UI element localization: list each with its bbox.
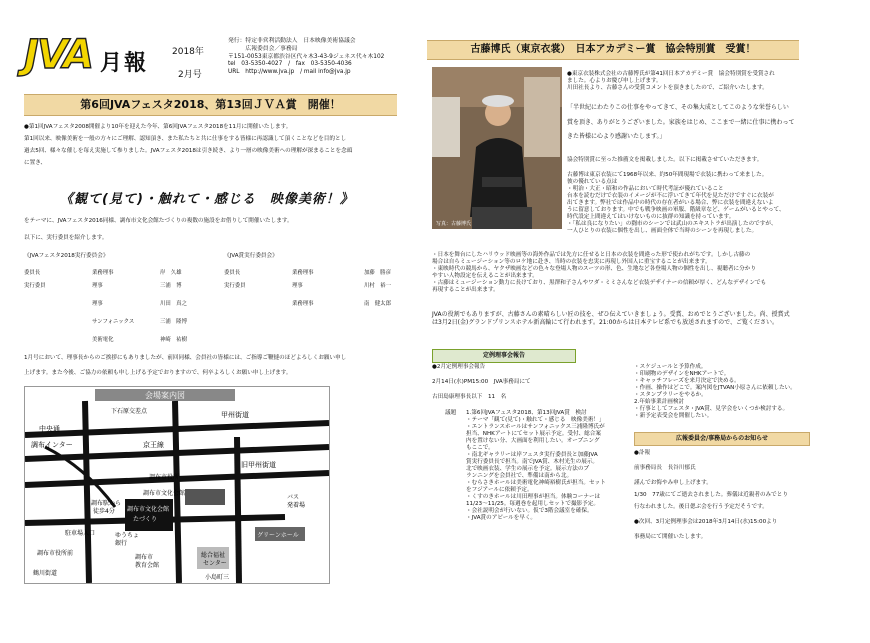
award-photo xyxy=(432,67,562,229)
table-cell: 業務理事 xyxy=(292,301,314,307)
map-label: 調布市役所 xyxy=(149,474,180,481)
table-cell: 委員長 xyxy=(224,270,241,276)
after-line: をテーマに、JVAフェスタ2016同様、調布市文化会館たづくりの複数の施設をお借りして開催いたします。 xyxy=(24,218,293,224)
notice-line: ●訃報 xyxy=(634,450,651,456)
table-cell: 業務理事 xyxy=(292,270,314,276)
publisher-line: 広報委員会／事務局 xyxy=(228,45,298,52)
body-line: 再現することが出来ます。 xyxy=(432,286,499,293)
publisher-url[interactable]: URL http://www.jva.jp / mail info@jva.jp xyxy=(228,69,351,76)
body-line: 時代設定上間違えてはいけないものに抜群の知識を持っています。 xyxy=(567,213,735,220)
map-label: バス xyxy=(287,494,300,501)
meeting-report xyxy=(432,364,531,401)
intro-line: ました。心よりお慶び申し上げます。 xyxy=(567,77,662,84)
col2-line: 2.年始事業計画検討 xyxy=(634,398,685,405)
table-cell xyxy=(24,299,92,317)
table-cell xyxy=(364,335,424,353)
body-line: やすい人物設定を伝えることが出来ます。 xyxy=(432,272,538,279)
map-label: 調布市役所前 xyxy=(37,550,74,557)
intro-line: ●東京衣装株式会社の古藤博氏が第41回日本アカデミー賞 協会特別賞を受賞され xyxy=(567,71,775,77)
map-label: 鶴川街道 xyxy=(33,570,58,577)
table-row xyxy=(24,335,424,353)
award-closing xyxy=(432,311,790,326)
festa-intro xyxy=(24,124,400,167)
agenda-list xyxy=(466,410,606,522)
col2-line: ・キャッチフレーズを来月決定で決める。 xyxy=(634,377,740,384)
map-label: 徒歩4分 xyxy=(93,508,115,515)
table-cell: 美術電化 xyxy=(92,337,114,343)
award-intro xyxy=(567,71,775,92)
map-label: 調布市 xyxy=(135,554,154,561)
table-cell: 南 健太郎 xyxy=(364,301,391,307)
body-line: ・東映時代の競馬から、ヤクザ映画などの色々な登場人物のスーツの形、色、生地など各登場人物の個性を出し、視聴者に分かり xyxy=(432,265,756,272)
closing-line: は3月2日(金)グランドプリンスホテル新高輪にて行われます。21:00からは日本テレビ系でも放送されますので、ご覧ください。 xyxy=(432,318,778,326)
table-row xyxy=(24,281,424,299)
table-cell: 神崎 祐樹 xyxy=(160,337,187,343)
quote-line: 賞を頂き、ありがとうございました。家族をはじめ、ここまで一緒に仕事に携わって xyxy=(567,118,795,126)
table-cell: 業務理事 xyxy=(92,270,114,276)
table-cell xyxy=(224,335,292,353)
after-line: 以下に、実行委員を紹介します。 xyxy=(24,234,108,241)
body-line: 彼の優れている点は xyxy=(567,178,618,185)
publisher-line: tel 03-5350-4027 / fax 03-5350-4036 xyxy=(228,61,352,68)
festa-slogan: 《観て(見て)・触れて・感じる 映像美術！》 xyxy=(60,192,354,207)
closing-line: JVAの役割でもありますが、古藤さんの素晴らしい匠の技を、ぜひ伝えていきましょう。受賞、おめでとうございました。尚、授賞式 xyxy=(432,311,790,318)
col2-line: ・スタンプラリーをやるか。 xyxy=(634,391,707,398)
table-cell: 理事 xyxy=(92,301,103,307)
issue-year: 2018年 xyxy=(172,47,204,57)
table-cell xyxy=(292,335,364,353)
venue-map-drawing xyxy=(25,387,329,583)
map-label: 甲州街道 xyxy=(221,411,249,419)
intro-line: 川田社長より、古藤さんの受賞コメントを頂きましたので、ご紹介いたします。 xyxy=(567,84,768,91)
map-label: 京王線 xyxy=(143,441,164,449)
publisher-line: 発行：特定非営利活動法人 日本映像美術協議会 xyxy=(228,38,356,44)
table-cell: 三浦 隆博 xyxy=(160,319,187,325)
agenda-line: 賞実行委員長で担当。南でJVA賞、木村光生の展示。 xyxy=(466,458,599,465)
table-cell: 川村 裕一 xyxy=(364,283,391,289)
map-label: 小島町三 xyxy=(205,574,230,581)
map-label: 教育会館 xyxy=(135,562,160,569)
award-body xyxy=(567,172,785,235)
meeting-line: 古田島康理事長以下 11 名 xyxy=(432,393,507,400)
map-label: たづくり xyxy=(133,516,158,523)
table-row xyxy=(24,317,424,335)
body-line: ・日本を舞台にしたハリウッド映画等の海外作品では先方に任せると日本の衣装を間違った形で使われがちです。しかし古藤の xyxy=(432,252,751,258)
body-line: 出てきます。弊社では作品中の時代の存在者がいる場合、弊に衣装を間違えないよ xyxy=(567,199,774,206)
meeting-heading: 定例理事会報告 xyxy=(432,349,576,363)
agenda-line: ・エントランスホールはサンフォニックス三浦隆博氏が xyxy=(466,423,605,430)
festa-after xyxy=(24,218,293,242)
map-label: 旧甲州街道 xyxy=(241,461,276,469)
col2-line: ・新予定表受会を開催したい。 xyxy=(634,412,713,419)
festa-closing xyxy=(24,355,346,377)
closing-line: 1月号において、理事長からのご挨拶にもありましたが、前回同様、会員社の皆様には、ご指導ご鞭撻のほどよろしくお願い申し xyxy=(24,355,347,361)
intro-line: に置き、 xyxy=(24,159,47,166)
map-label: 発着場 xyxy=(287,502,306,509)
committee-table xyxy=(24,268,424,353)
col2-line: ・作画、操作はどこで。案内図をJTVAN小原さんに依頼したい。 xyxy=(634,384,796,391)
body-line: ・明治・大正・昭和の作品において時代考証が優れていること xyxy=(567,185,724,192)
table-cell: 川田 真之 xyxy=(160,301,187,307)
table-cell xyxy=(364,317,424,335)
map-label: センター xyxy=(203,560,227,567)
table-cell xyxy=(24,335,92,353)
meeting-col2 xyxy=(634,364,796,420)
issue-month: 2月号 xyxy=(178,70,202,80)
col2-line: ・行事としてフェスタ・JVA賞、見学会をいくつか検討する。 xyxy=(634,405,789,412)
photo-drawing xyxy=(432,67,562,229)
festa-banner: 第6回JVAフェスタ2018、第13回ＪＶＡ賞 開催！ xyxy=(24,94,397,116)
map-label: 総合福祉 xyxy=(201,552,226,559)
body-line: 台本を読むだけで衣装のイメージが不に浮いてきて年代を見ただけですぐに衣装が xyxy=(567,192,774,199)
table-cell: 岸 久雄 xyxy=(160,270,182,276)
body-line: うに留意しております。中でも戦争映画の軍服、階級章など、ゲームがいるとやって、 xyxy=(567,206,785,213)
award-body-2 xyxy=(432,252,766,294)
quote-line: きた皆様に心より感謝いたします。」 xyxy=(567,133,666,140)
notice-line: 事務局にて開催いたします。 xyxy=(634,533,707,540)
notice-heading: 広報委員会/事務局からのお知らせ xyxy=(634,432,810,446)
closing-line: 上げます。また今後、ご協力の依頼も申し上げる予定でおりますので、何卒よろしくお願い申し上げます。 xyxy=(24,369,292,376)
col2-line: ・印刷物のデザインをNHKアートで。 xyxy=(634,370,730,377)
body-line: ・古藤はミュージーション動力に長けており、黒澤和子さんやワダ・ミミさんなど衣装デザイナーの信頼が厚く、どんなデザインでも xyxy=(432,279,767,286)
meeting-line: ●2月定例理事会報告 xyxy=(432,364,486,370)
table-row xyxy=(24,299,424,317)
agenda-line: ・会社説明会が行いない。仮で3階会議室を確保。 xyxy=(466,507,593,514)
table-row xyxy=(24,268,424,281)
agenda-line: ・JVA賞のアピールを早く。 xyxy=(466,514,537,521)
agenda-label: 議題 xyxy=(445,410,457,416)
intro-line: 過去5回、様々な催しを毎え実施して参りました。JVAフェスタ2018は引き続き、より一層の映像美術への理解が深まることを念頭 xyxy=(24,147,353,154)
intro-line: 第1回以来、映像美術を一般の方々にご理解、認知頂き、また私たちと共に仕事をする皆様に再認識して頂くことなどを目的とし xyxy=(24,135,347,142)
table-cell: 理事 xyxy=(292,283,303,289)
table-cell xyxy=(224,317,292,335)
award-title: 古藤博氏（東京衣裳） 日本アカデミー賞 協会特別賞 受賞！ xyxy=(427,40,799,60)
publisher-info xyxy=(228,38,384,77)
committee-heading: 《JVA賞実行委員会》 xyxy=(224,253,278,259)
agenda-line: 1.第6回JVAフェスタ2018、第13回JVA賞 検討 xyxy=(466,410,587,416)
agenda-line: ・テーマ「観て(見て)・触れて・感じる 映像美術！」 xyxy=(466,416,605,423)
table-cell: 実行委員 xyxy=(24,283,46,289)
table-cell xyxy=(224,299,292,317)
agenda-line: ランニングを会員社で、準備は南から北。 xyxy=(466,472,573,479)
notice-line: 謹んでお悔やみ申し上げます。 xyxy=(634,479,712,486)
body-line: 場合は自らミュージーション等のロケ地に赴き、当時の衣装を忠実に再現し外国人に重宝することが出来ます。 xyxy=(432,258,711,265)
notice-line: ●次回、3月定例理事会は2018年3月14日(水)15:00より xyxy=(634,518,778,525)
table-cell: 実行委員 xyxy=(224,283,246,289)
table-cell xyxy=(24,317,92,335)
agenda-line: 北で映画衣装、学生の展示を予定。展示方法のプ xyxy=(466,465,590,472)
map-label: 調布市文化会館 xyxy=(143,490,186,497)
award-quote xyxy=(567,104,794,141)
map-label: 銀行 xyxy=(115,540,128,547)
map-label: ゆうちょ xyxy=(115,532,140,539)
agenda-line: 11/23～11/25。毎週巻を起用しセットで撮影予定。 xyxy=(466,500,599,507)
body-line: ・「私は良になりたい」の闘市のシーンでは武山のエキストラが出演したのですが、 xyxy=(567,220,777,227)
intro-line: ●第1回JVAフェスタ2008開催より10年を迎えた今年、第6回JVAフェスタ2018を11月に開催いたします。 xyxy=(24,124,292,130)
table-cell: 三浦 博 xyxy=(160,283,182,289)
quote-line: 「半世紀にわたりこの仕事をやってきて、その集大成としてこのような栄誉らしい xyxy=(567,104,789,111)
map-label: グリーンホール xyxy=(257,532,299,539)
agenda-line: ・くすのきホールは川田理事が担当。体験コーナーは xyxy=(466,493,601,500)
agenda-line: もここで。 xyxy=(466,444,494,451)
map-label: 中央通 xyxy=(39,425,60,433)
agenda-line: 内を置けない分、大画面を利用したい。オープニング xyxy=(466,437,600,444)
publisher-line: 〒151-0053東京都渋谷区代々木3-43-9ジェネス代々木102 xyxy=(228,53,385,60)
map-title: 会場案内図 xyxy=(145,391,185,400)
venue-map xyxy=(24,386,330,584)
table-cell xyxy=(292,317,364,335)
map-label: 調布駅から xyxy=(91,500,122,507)
map-label: 駐車場入口 xyxy=(65,530,96,537)
committee-heading: 《JVAフェスタ2018実行委員会》 xyxy=(24,253,109,259)
body-line: 古藤博は東京衣装にて1968年以来、約50年間現場で衣装に携わって来ました。 xyxy=(567,172,768,178)
table-cell: 委員長 xyxy=(24,270,41,276)
meeting-line: 2月14日(水)PM15:00 JVA事務局にて xyxy=(432,378,531,385)
agenda-line: をフジアールに依頼予定。 xyxy=(466,486,533,493)
agenda-line: ・むらさきホールは美術電化神崎裕樹氏が担当。セット xyxy=(466,479,606,486)
reason-line: 協会特別賞に至った推薦文を掲載しました。以下に掲載させていただきます。 xyxy=(567,157,763,163)
table-cell: 理事 xyxy=(92,283,103,289)
table-cell: 加藤 勝彦 xyxy=(364,270,391,276)
agenda-line: 担当、NHKアートにてセット展示予定。受付、総合案 xyxy=(466,430,601,437)
notice-body xyxy=(634,450,788,541)
jva-logo: JVA xyxy=(24,32,93,78)
newsletter-title: 月報 xyxy=(100,51,149,76)
map-label: 調布インター xyxy=(31,441,73,449)
agenda-line: ・南北ギャラリーは岸フェスタ実行委員長と加藤JVA xyxy=(466,451,598,458)
map-label: 調布市文化会館 xyxy=(127,506,170,513)
table-cell: サンフォニックス xyxy=(92,319,135,325)
notice-line: 1/30 77歳にてご逝去されました。葬儀は近親者のみでとり xyxy=(634,491,788,498)
map-label: 下石原交差点 xyxy=(111,408,148,415)
body-line: 一人ひとりの衣装に個性を出し、画面全体で当時のシーンを再現しました。 xyxy=(567,227,758,234)
notice-line: 前事務局長 長谷川郁氏 xyxy=(634,464,696,471)
photo-label: 写真：古藤博氏 xyxy=(436,221,472,227)
col2-line: ・スケジュールと予算作成。 xyxy=(634,364,707,370)
notice-line: 行なわれました。後日偲ぶ会を行う予定だそうです。 xyxy=(634,503,768,510)
